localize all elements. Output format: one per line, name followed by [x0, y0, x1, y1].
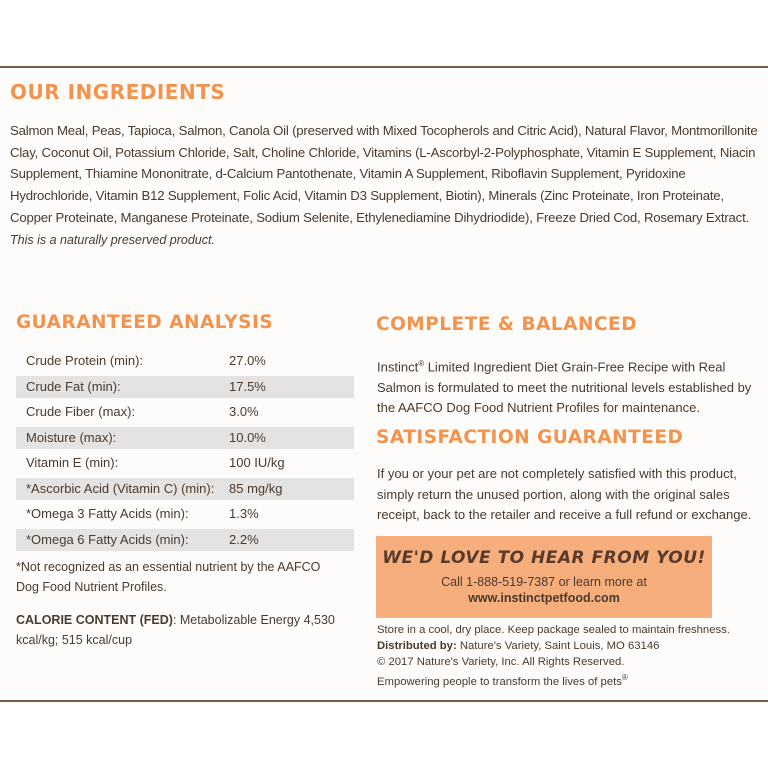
analysis-row [16, 478, 354, 500]
preserved-note: This is a naturally preserved product. [10, 233, 215, 247]
analysis-label: Crude Fiber (max): [26, 404, 136, 419]
analysis-value: 17.5% [229, 378, 266, 394]
analysis-label: *Omega 6 Fatty Acids (min): [26, 531, 189, 547]
storage-instructions: Store in a cool, dry place. Keep package sealed to maintain freshness. [377, 624, 730, 636]
analysis-label: *Omega 3 Fatty Acids (min): [26, 506, 189, 521]
distributor-name: Nature's Variety, Saint Louis, MO 63146 [456, 640, 660, 652]
tagline [377, 670, 761, 690]
ingredients-heading: OUR INGREDIENTS [10, 80, 226, 104]
calorie-content-label: CALORIE CONTENT (FED) [16, 613, 173, 627]
analysis-value: 100 IU/kg [229, 455, 285, 470]
analysis-value: 1.3% [229, 506, 259, 521]
analysis-value: 3.0% [229, 404, 259, 419]
analysis-label: Crude Protein (min): [26, 353, 144, 368]
aafco-footnote: *Not recognized as an essential nutrient by the AAFCO Dog Food Nutrient Profiles. [16, 560, 321, 594]
distributed-label: Distributed by: [377, 640, 457, 652]
analysis-row [16, 529, 354, 551]
website-link[interactable]: www.instinctpetfood.com [468, 591, 620, 605]
analysis-row [16, 401, 354, 423]
complete-balanced-body: Limited Ingredient Diet Grain-Free Recipe with Real Salmon is formulated to meet the nutritional levels established by the AAFCO Dog Food Nutrient Profiles for maintenance. [377, 359, 752, 416]
guaranteed-analysis-table [16, 350, 354, 554]
registered-mark: ® [418, 359, 425, 368]
satisfaction-text: If you or your pet are not completely satisfied with this product, simply return the unused portion, along with the original sales receipt, back to the retailer and receive a full refund or exchange. [377, 466, 752, 522]
ingredients-list: Salmon Meal, Peas, Tapioca, Salmon, Canola Oil (preserved with Mixed Tocopherols and Citric Acid), Natural Flavor, Montmorillonite Clay, Coconut Oil, Potassium Chloride, Salt, Choline Chloride, Vitamins (L-Ascorbyl-2-Polyphosphate, Vitamin E Supplement, Niacin Supplement, Thiamine Mononitrate, d-Calcium Pantothenate, Vitamin A Supplement, Riboflavin Supplement, Pyridoxine Hydrochloride, Vitamin B12 Supplement, Folic Acid, Vitamin D3 Supplement, Biotin), Minerals (Zinc Proteinate, Iron Proteinate, Copper Proteinate, Manganese Proteinate, Sodium Selenite, Ethylenediamine Dihydriodide), Freeze Dried Cod, Rosemary Extract. [10, 123, 758, 225]
analysis-label: Moisture (max): [26, 429, 117, 445]
calorie-content-value: : Metabolizable Energy 4,530 kcal/kg; 515 kcal/cup [16, 613, 335, 647]
tagline-mark: ® [621, 673, 628, 682]
analysis-row [16, 350, 354, 372]
analysis-row [16, 503, 354, 525]
contact-box [376, 536, 712, 618]
analysis-value: 85 mg/kg [229, 480, 283, 496]
tagline-text: Empowering people to transform the lives of pets [377, 675, 622, 688]
analysis-value: 10.0% [229, 429, 266, 445]
satisfaction-heading: SATISFACTION GUARANTEED [376, 427, 684, 448]
contact-title: WE'D LOVE TO HEAR FROM YOU! [382, 548, 706, 568]
complete-balanced-text [377, 354, 761, 419]
analysis-label: Crude Fat (min): [26, 378, 121, 394]
distributor-line [377, 638, 761, 654]
calorie-content [16, 610, 346, 650]
analysis-label: *Ascorbic Acid (Vitamin C) (min): [26, 480, 215, 496]
contact-phone: Call 1-888-519-7387 or learn more at [441, 575, 647, 589]
guaranteed-analysis-heading: GUARANTEED ANALYSIS [16, 312, 274, 333]
analysis-row [16, 452, 354, 474]
analysis-value: 27.0% [229, 353, 266, 368]
storage-and-distribution [377, 622, 761, 690]
complete-balanced-heading: COMPLETE & BALANCED [376, 314, 638, 335]
copyright: © 2017 Nature's Variety, Inc. All Rights Reserved. [377, 656, 625, 668]
brand-name: Instinct [377, 359, 419, 375]
analysis-value: 2.2% [229, 531, 259, 547]
analysis-row [16, 427, 354, 449]
analysis-label: Vitamin E (min): [26, 455, 119, 470]
analysis-row [16, 376, 354, 398]
